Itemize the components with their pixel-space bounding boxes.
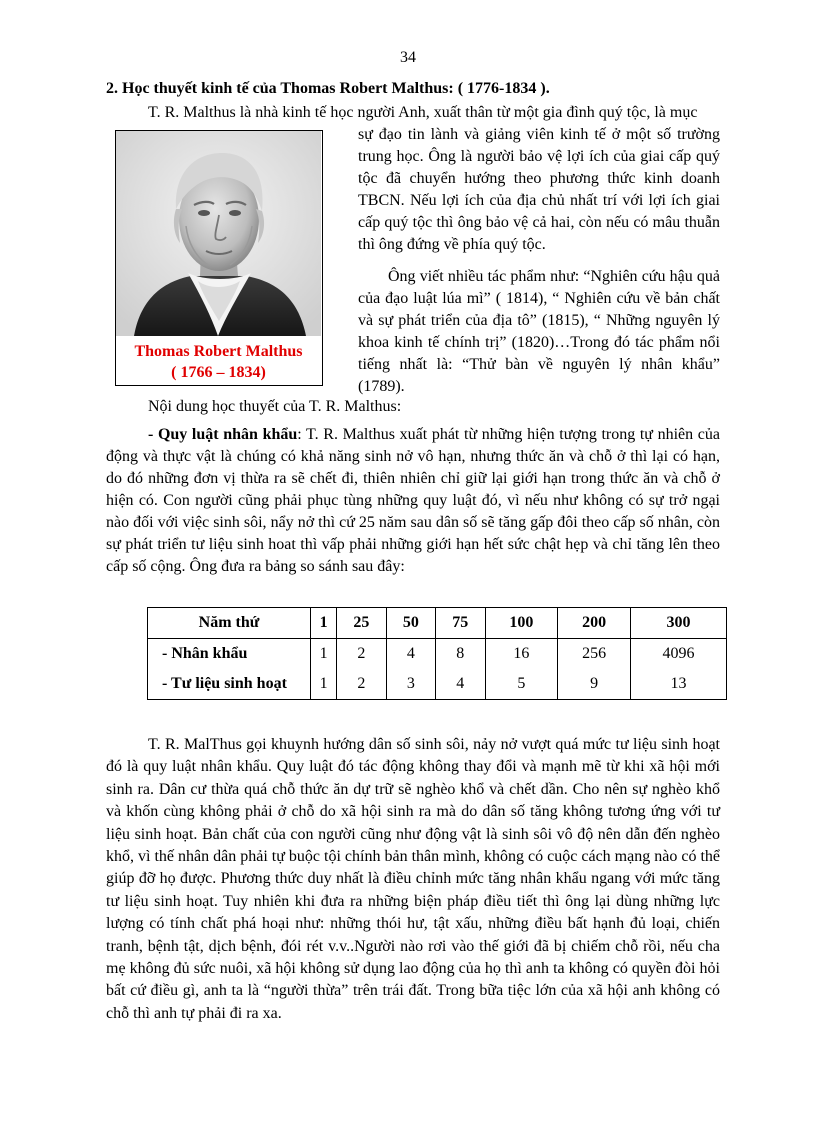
table-cell: 8 bbox=[436, 639, 485, 670]
law-title: - Quy luật nhân khẩu bbox=[148, 426, 298, 443]
table-header-cell: 75 bbox=[436, 608, 485, 639]
table-row-label: - Nhân khẩu bbox=[148, 639, 311, 670]
portrait-frame bbox=[115, 130, 323, 386]
table-cell: 256 bbox=[558, 639, 631, 670]
table-cell: 4 bbox=[436, 669, 485, 700]
table-cell: 2 bbox=[337, 639, 386, 670]
works-paragraph: Ông viết nhiều tác phẩm như: “Nghiên cứu hậu quả của đạo luật lúa mì” ( 1814), “ Nghiên cứu về bản chất và sự phát triển của địa tô” (1815), “ Những nguyên lý khoa kinh tế chính trị” (1820)…Trong đó tác phẩm nổi tiếng nhất là: “Thử bàn về nguyên lý nhân khẩu” (1789). bbox=[358, 268, 720, 395]
table-header-cell: 25 bbox=[337, 608, 386, 639]
table-header-cell: 200 bbox=[558, 608, 631, 639]
table-cell: 13 bbox=[630, 669, 726, 700]
side-column bbox=[358, 124, 720, 398]
table-cell: 1 bbox=[311, 669, 337, 700]
table-header-cell: 100 bbox=[485, 608, 558, 639]
portrait-image bbox=[116, 131, 321, 336]
table-header-cell: Năm thứ bbox=[148, 608, 311, 639]
table-cell: 3 bbox=[386, 669, 435, 700]
table-cell: 1 bbox=[311, 639, 337, 670]
portrait-caption-years: ( 1766 – 1834) bbox=[171, 364, 266, 381]
law-paragraph bbox=[106, 424, 720, 578]
portrait-caption bbox=[116, 341, 321, 383]
comparison-table bbox=[147, 607, 727, 700]
table-cell: 9 bbox=[558, 669, 631, 700]
table-cell: 2 bbox=[337, 669, 386, 700]
intro-paragraph: sự đạo tin lành và giảng viên kinh tế ở một số trường trung học. Ông là người bảo vệ lợi ích của giai cấp quý tộc đã chuyển hướng theo phương thức kinh doanh TBCN. Nếu lợi ích của địa chủ nhất trí với lợi ích giai cấp quý tộc thì ông bảo vệ cả hai, còn nếu có mâu thuẫn thì ông đứng về phía quý tộc. bbox=[358, 126, 720, 253]
portrait-caption-name: Thomas Robert Malthus bbox=[134, 343, 303, 360]
table-cell: 16 bbox=[485, 639, 558, 670]
table-header-cell: 300 bbox=[630, 608, 726, 639]
table-row-label: - Tư liệu sinh hoạt bbox=[148, 669, 311, 700]
intro-first-line: T. R. Malthus là nhà kinh tế học người Anh, xuất thân từ một gia đình quý tộc, là mục bbox=[148, 104, 698, 121]
law-text: : T. R. Malthus xuất phát từ những hiện tượng trong tự nhiên của động và thực vật là chúng có khả năng sinh nở vô hạn, nhưng thức ăn và chỗ ở thì lại có hạn, do đó những đơn vị thừa ra sẽ chết đi, thiên nhiên chỉ giữ lại giới hạn trong thức ăn và chỗ ở hiện có. Con người cũng phải phục tùng những quy luật đó, vì nếu như không có sự trở ngại nào đối với việc sinh sôi, nẩy nở thì cứ 25 năm sau dân số sẽ tăng gấp đôi theo cấp số nhân, còn sự phát triển tư liệu sinh hoat thì vấp phải những giới hạn hết sức chật hẹp và chỉ tăng lên theo cấp số cộng. Ông đưa ra bảng so sánh sau đây: bbox=[106, 426, 720, 575]
table-header-row bbox=[148, 608, 727, 639]
page-number: 34 bbox=[400, 49, 416, 66]
section-heading: 2. Học thuyết kinh tế của Thomas Robert Malthus: ( 1776-1834 ). bbox=[106, 80, 550, 97]
content-intro: Nội dung học thuyết của T. R. Malthus: bbox=[148, 398, 402, 415]
conclusion-paragraph: T. R. MalThus gọi khuynh hướng dân số sinh sôi, nảy nở vượt quá mức tư liệu sinh hoạt đó là quy luật nhân khẩu. Quy luật đó tác động không thay đổi và mạnh mẽ từ khi xã hội mới sinh ra. Dân cư thừa quá chỗ thức ăn dự trữ sẽ nghèo khổ và chết dần. Cho nên sự nghèo khổ và khốn cùng không phải ở chỗ do xã hội sinh ra mà do dân số tăng không tương ứng với tư liệu sinh hoạt. Bản chất của con người cũng như động vật là sinh sôi vô độ nên dẫn đến nghèo khổ, vì thế nhân dân phải tự buộc tội chính bản thân mình, không có cuộc cách mạng nào có thể giúp đỡ họ được. Phương thức duy nhất là điều chỉnh mức tăng nhân khẩu ngang với mức tăng tư liệu sinh hoạt. Tuy nhiên khi đưa ra những biện pháp điều tiết thì ông lại dùng những lực lượng có tính chất phá hoại như: những thói hư, tật xấu, những điều bất hạnh đủ loại, chiến tranh, bệnh tật, dịch bệnh, đói rét v.v..Người nào rơi vào thế giới đã bị chiếm chỗ rồi, nếu cha mẹ không đủ sức nuôi, xã hội không sử dụng lao động của họ thì anh ta không có quyền đòi hỏi bất cứ điều gì, anh ta là “người thừa” trên trái đất. Trong bữa tiệc lớn của xã hội anh không có chỗ thì anh tự phải đi ra xa. bbox=[106, 736, 720, 1022]
table-cell: 5 bbox=[485, 669, 558, 700]
table-cell: 4 bbox=[386, 639, 435, 670]
table-cell: 4096 bbox=[630, 639, 726, 670]
table-row-population bbox=[148, 639, 727, 670]
table-header-cell: 1 bbox=[311, 608, 337, 639]
table-header-cell: 50 bbox=[386, 608, 435, 639]
table-row-subsistence bbox=[148, 669, 727, 700]
